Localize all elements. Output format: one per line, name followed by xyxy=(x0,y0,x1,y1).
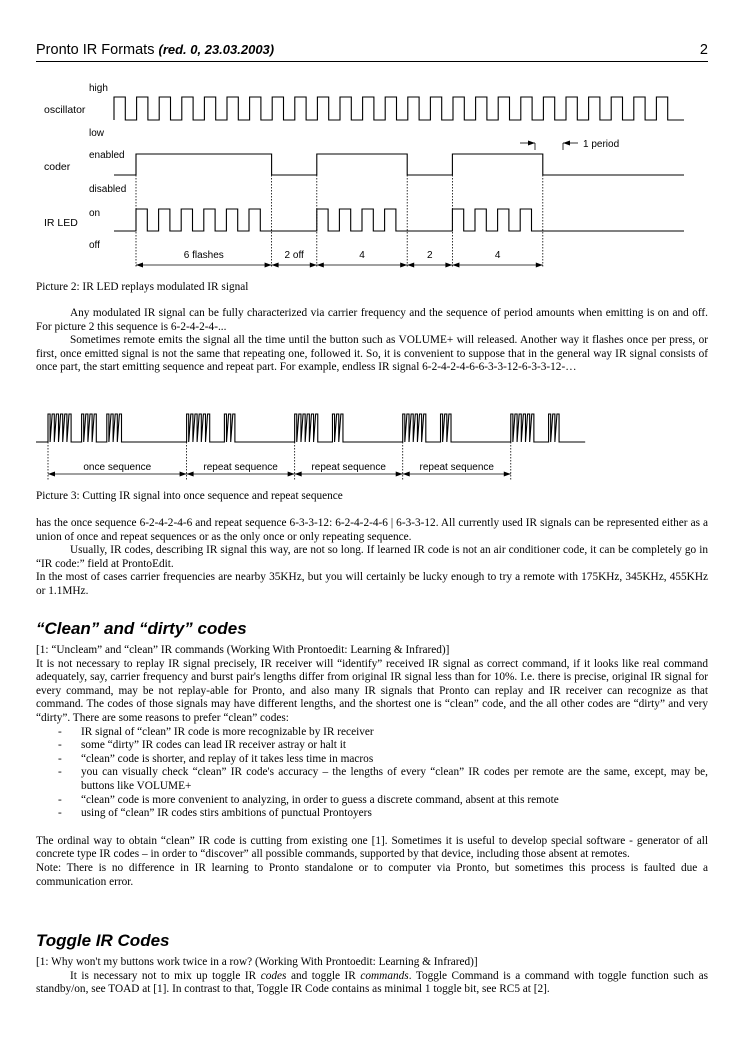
low-label: low xyxy=(89,128,105,139)
para-5: In the most of cases carrier frequencies are nearby 35KHz, but you will certainly be lucky enough to try a remote with 175KHz, 345KHz, 455KHz or 1.1MHz. xyxy=(36,571,708,597)
segment-label: 6 flashes xyxy=(183,250,224,261)
sequence-wave xyxy=(36,414,585,442)
arrowhead xyxy=(265,263,272,268)
arrowhead xyxy=(310,263,317,268)
figure2-caption: Picture 2: IR LED replays modulated IR signal xyxy=(36,281,249,293)
segment-label: 4 xyxy=(494,250,501,261)
section-clean-dirty xyxy=(36,644,708,889)
section1-after: The ordinal way to obtain “clean” IR code is cutting from existing one [1]. Sometimes it is useful to develop special software - generator of all concrete type IR codes – in order to “discover” all possible commands, supported by that device, including those absent at remotes. xyxy=(36,834,708,861)
arrowhead xyxy=(504,472,511,477)
arrowhead xyxy=(317,263,324,268)
list-item: - using of “clean” IR codes stirs ambitions of punctual Prontoyers xyxy=(58,807,372,820)
heading-clean-dirty: “Clean” and “dirty” codes xyxy=(36,619,247,638)
list-item: - “clean” code is shorter, and replay of it takes less time in macros xyxy=(58,752,374,765)
page-header xyxy=(36,42,708,58)
arrowhead xyxy=(187,472,194,477)
reasons-list xyxy=(36,726,708,821)
on-label: on xyxy=(89,208,101,219)
sequence-arrows xyxy=(48,462,511,477)
doc-title: Pronto IR Formats xyxy=(36,42,155,58)
para-1: Any modulated IR signal can be fully characterized via carrier frequency and the sequence of period amounts when emitting is on and off. For picture 2 this sequence is 6-2-4-2-4-... xyxy=(36,307,708,333)
arrowhead xyxy=(407,263,414,268)
para-2: Sometimes remote emits the signal all the time until the button such as VOLUME+ will released. Another way it flashes once per press, or first, once emitted signal is not the same that repeating one, followed it. So, it is convenient to suppose that in the general way IR signal consists of once part, the start emitting sequence and repeat part. For example, endless IR signal 6-2-4-2-4-6-6-3-3-12-6-3-3-12-… xyxy=(36,334,708,374)
segment-label: 2 xyxy=(427,250,433,261)
arrowhead xyxy=(396,472,403,477)
ir-led-wave xyxy=(114,209,684,231)
page-number: 2 xyxy=(699,42,708,58)
ir-led-label: IR LED xyxy=(44,217,78,229)
list-item: - some “dirty” IR codes can lead IR receiver astray or halt it xyxy=(58,739,347,752)
off-label: off xyxy=(89,240,100,251)
section1-body: It is not necessary to replay IR signal precisely, IR receiver will “identify” received IR signal as correct command, if it looks like real command adequately, say, carrier frequency and burst pair's lengths differ from original IR signal less than for 10%. I.e. there is precise, original IR signal for every command, may be not replay-able for Pronto, and also many IR signals that Pronto can replay and IR receiver can recognize as that command. The codes of those signals may have different lengths, and the shortest one is “clean” code, and the all other codes are “dirty” and very “dirty”. There are some reasons to prefer “clean” codes: xyxy=(36,657,708,724)
arrowhead xyxy=(288,472,295,477)
oscillator-label: oscillator xyxy=(44,104,86,116)
period-label: 1 period xyxy=(583,139,620,150)
arrowhead xyxy=(445,263,452,268)
section1-ref: [1: “Uncleam” and “clean” IR commands (Working With Prontoedit: Learning & Infrared)] xyxy=(36,644,450,656)
timing-diagram xyxy=(0,75,744,280)
list-item: - you can visually check “clean” IR code's accuracy – the lengths of every “clean” IR codes per remote are the same, except, may be, buttons like VOLUME+ xyxy=(58,766,708,792)
section2-ref: [1: Why won't my buttons work twice in a row? (Working With Prontoedit: Learning & Infrared)] xyxy=(36,956,478,968)
heading-toggle: Toggle IR Codes xyxy=(36,931,170,950)
sequence-label: repeat sequence xyxy=(203,462,278,473)
header-rule xyxy=(36,61,708,62)
high-label: high xyxy=(89,83,108,94)
arrowhead xyxy=(48,472,55,477)
sequence-label: once sequence xyxy=(83,462,152,473)
sequence-label: repeat sequence xyxy=(311,462,386,473)
section2-body: It is necessary not to mix up toggle IR codes and toggle IR commands. Toggle Command is a command with toggle function such as standby/on, see TOAD at [1]. In contrast to that, Toggle IR Code contains as minimal 1 toggle bit, see RC5 at [2]. xyxy=(36,969,708,996)
sequence-text xyxy=(36,517,708,599)
sequence-label: repeat sequence xyxy=(419,462,495,473)
list-item: - “clean” code is more convenient to analyzing, in order to guess a discrete command, absent at this remote xyxy=(58,793,559,806)
intro-text xyxy=(36,307,708,375)
arrowhead xyxy=(452,263,459,268)
segment-label: 2 off xyxy=(284,250,304,261)
segment-arrows xyxy=(136,250,543,268)
section1-note: Note: There is no difference in IR learning to Pronto standalone or to computer via Pronto, but sometimes this process is faulted due a communication error. xyxy=(36,861,708,888)
disabled-label: disabled xyxy=(89,184,127,195)
arrowhead xyxy=(403,472,410,477)
segment-label: 4 xyxy=(359,250,365,261)
coder-wave xyxy=(114,154,684,175)
doc-revision: (red. 0, 23.03.2003) xyxy=(158,42,275,57)
figure3-caption: Picture 3: Cutting IR signal into once sequence and repeat sequence xyxy=(36,490,343,502)
coder-label: coder xyxy=(44,161,71,173)
arrowhead xyxy=(400,263,407,268)
arrowhead xyxy=(295,472,302,477)
arrowhead xyxy=(136,263,143,268)
sequence-diagram xyxy=(0,405,744,490)
section-toggle xyxy=(36,956,708,997)
list-item: - IR signal of “clean” IR code is more recognizable by IR receiver xyxy=(58,725,374,738)
para-3: has the once sequence 6-2-4-2-4-6 and repeat sequence 6-3-3-12: 6-2-4-2-4-6 | 6-3-3-12. All currently used IR signals can be represented either as a union of once and repeat sequences or as the only once or only repeating sequence. xyxy=(36,517,708,543)
oscillator-wave xyxy=(114,97,684,120)
arrowhead xyxy=(536,263,543,268)
para-4: Usually, IR codes, describing IR signal this way, are not so long. If learned IR code is not an air conditioner code, it can be completely go in “IR code:” field at ProntoEdit. xyxy=(36,544,708,570)
enabled-label: enabled xyxy=(89,150,125,161)
arrowhead xyxy=(272,263,279,268)
arrowhead xyxy=(180,472,187,477)
